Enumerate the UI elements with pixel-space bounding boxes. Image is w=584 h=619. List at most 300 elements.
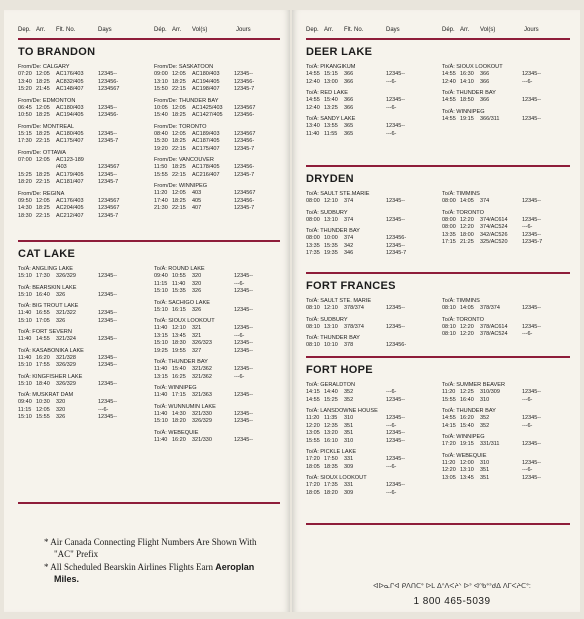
section-fort-frances [292,274,580,356]
flight-number: 309 [344,463,354,470]
departure-time: 15:10 [154,288,168,294]
days: 12345-- [98,273,117,279]
destination-label: To/À: PICKLE LAKE [306,449,357,455]
flight-row [442,305,541,313]
flight-row [306,97,405,105]
departure-time: 17:20 [306,456,320,462]
departure-time: 10:05 [154,104,168,111]
destination-group [306,209,405,225]
column-header-label: Dep. [306,27,319,33]
column-header-label: Flt. No. [344,27,364,33]
arrival-time: 22:15 [172,145,186,152]
flight-row [306,396,405,405]
flight-row [306,389,397,397]
destination-label: To/À: BIG TROUT LAKE [18,303,79,309]
section-dryden [292,167,580,272]
destination-group [18,373,117,389]
arrival-time: 14:40 [324,389,338,395]
note-aeroplan-bold: Aeroplan Miles. [54,562,255,584]
arrival-time: 14:05 [460,198,474,204]
column-header-label: Flt. No. [56,27,76,33]
days: 123456- [234,197,255,204]
flight-number: AC198/407 [192,86,220,92]
destination-group [306,408,405,445]
flight-row [442,396,533,405]
flight-row [306,422,397,431]
departure-time: 15:10 [154,306,168,313]
flight-row [154,78,255,87]
departure-time: 08:10 [442,305,456,311]
notes [44,536,274,586]
arrival-time: 12:10 [324,198,338,204]
destination-group [154,157,255,179]
flight-number: 321 [192,325,202,331]
flight-row [154,112,255,120]
departure-time: 14:15 [306,389,320,395]
destination-label: To/À: WUNNUMIN LAKE [154,403,216,410]
arrival-time: 22:15 [172,86,186,92]
departure-time: 13:15 [154,373,168,380]
destination-group [18,303,117,325]
departure-time: 15:55 [442,396,456,403]
days: 12345-- [234,273,253,279]
destination-group [18,149,120,187]
arrival-time: 12:20 [460,224,474,230]
days: 12345-- [234,347,253,354]
note-ac-prefix: * Air Canada Connecting Flight Numbers Are Shown With "AC" Prefix [44,537,257,559]
dryden-col-2 [442,191,543,251]
flight-number: 365 [344,123,354,129]
days: 12345-- [386,323,405,330]
departure-time: 11:50 [154,164,168,170]
departure-time: 13:05 [306,430,320,436]
days: ---6- [386,489,397,496]
departure-time: 15:55 [154,171,168,178]
departure-time: 08:10 [442,331,456,337]
departure-time: 15:10 [18,291,32,298]
departure-time: 11:40 [18,354,32,361]
destination-group [306,191,405,206]
right-page [292,10,580,612]
days: 123456- [386,235,407,241]
deerlake-col-1 [306,64,405,142]
departure-time: 06:45 [18,104,32,111]
flight-number: 310 [480,459,490,466]
destination-label: To/À: LANSDOWNE HOUSE [306,408,378,414]
arrival-time: 16:25 [172,373,186,380]
flight-row [18,71,117,79]
flight-number: 378/374 [344,323,364,330]
departure-time: 11:40 [18,310,32,316]
departure-time: 15:10 [154,340,168,346]
departure-time: 15:30 [154,138,168,144]
arrival-time: 15:55 [36,414,50,420]
destination-group [442,316,541,339]
arrival-time: 14:05 [460,305,474,311]
departure-time: 15:55 [306,437,320,444]
section-fort-hope [292,358,580,523]
arrival-time: 15:40 [172,366,186,372]
flight-row [18,112,119,120]
departure-time: 15:25 [18,171,32,178]
destination-group [18,266,117,281]
destination-group [154,64,255,94]
days: 12345-- [234,410,253,417]
days: 12345-- [98,317,117,324]
flight-row [306,342,407,350]
days: 12345-- [386,71,405,77]
departure-time: 15:15 [18,130,32,137]
destination-group [154,385,253,400]
arrival-time: 12:05 [36,406,50,413]
flight-row [442,216,541,225]
days: 12345-- [98,310,117,316]
departure-time: 08:00 [306,198,320,204]
departure-time: 08:00 [442,224,456,230]
section-title-deer-lake: DEER LAKE [306,46,373,58]
flight-row [306,123,405,131]
destination-group [18,329,117,344]
flight-row [442,459,541,468]
departure-time: 14:55 [442,71,456,77]
flight-row [306,71,405,79]
destination-label: To/À: ROUND LAKE [154,266,205,272]
destination-group [306,90,405,112]
flight-row [442,422,533,431]
days: 12345-- [522,97,541,103]
flight-number: 320 [192,273,202,279]
flight-row [442,71,541,79]
days: 123456- [234,138,255,144]
arrival-time: 13:00 [324,78,338,85]
flight-row [18,406,109,415]
arrival-time: 18:40 [36,380,50,387]
column-header-label: Arr. [460,27,470,33]
flight-number: 405 [192,197,202,204]
days: ---6- [522,78,533,85]
days: 12345-- [522,459,541,466]
flight-number: 378/374 [480,305,500,311]
section-title-fort-hope: FORT HOPE [306,364,373,376]
destination-group [18,284,117,300]
departure-time: 11:40 [154,436,168,443]
arrival-time: 12:05 [36,197,50,204]
flight-number: 351 [480,474,490,481]
flight-row [442,441,541,449]
flight-row [154,145,255,154]
flight-row [306,305,405,313]
departure-time: 12:20 [306,422,320,429]
column-header-label: Days [98,27,112,33]
destination-group [442,408,541,430]
arrival-time: 22:15 [36,212,50,219]
flight-row [18,317,117,326]
days: 12345-- [386,242,405,249]
days: 1234567 [98,197,120,204]
departure-time: 18:30 [18,212,32,219]
flight-row [18,156,84,165]
flight-row [154,273,253,281]
departure-time: 11:15 [18,406,32,413]
arrival-time: 16:55 [36,310,50,316]
flight-row [18,78,119,87]
destination-label: To/À: THUNDER BAY [442,90,496,96]
days: 12345-7 [98,212,119,219]
destination-group [306,475,405,497]
departure-time: 13:40 [18,78,32,85]
flight-row [306,430,405,438]
column-header-label: Arr. [36,27,46,33]
destination-label: To/À: RED LAKE [306,90,348,96]
brandon-col-2 [154,64,256,217]
arrival-time: 11:35 [324,415,338,421]
column-header-label: Vol(s) [192,27,208,33]
flight-number: 326 [192,288,202,294]
phone-number: 1 800 465-5039 [413,596,491,607]
flight-row [154,392,253,400]
arrival-time: 16:20 [172,436,186,443]
departure-time: 10:50 [18,112,32,118]
flight-row [18,164,120,172]
destination-label: To/À: SAULT STE.MARIE [306,191,370,197]
flight-row [154,280,245,289]
flight-row [154,306,253,315]
arrival-time: 12:05 [172,71,186,77]
arrival-time: 12:10 [172,325,186,331]
flight-number: 326/329 [56,362,76,368]
flight-row [18,171,117,180]
flight-number: 365 [344,130,354,137]
days: 12345-- [234,288,253,294]
destination-label: To/À: SAULT STE. MARIE [306,298,372,304]
flight-number: 310 [344,415,354,421]
flight-number: 326 [56,414,66,420]
destination-group [306,298,405,313]
destination-label: To/À: SUMMER BEAVER [442,382,505,388]
departure-time: 08:10 [306,323,320,330]
flight-number: 351 [480,467,490,473]
flight-number: AC181/407 [56,179,84,185]
departure-time: 11:20 [442,389,456,395]
days: ---6- [386,78,397,85]
arrival-time: 13:10 [324,216,338,223]
flight-row [18,197,120,206]
destination-label: To/À: TIMMINS [442,298,480,304]
departure-time: 14:55 [306,396,320,403]
flight-number: 326/323 [192,340,212,346]
departure-time: 07:20 [18,71,32,77]
arrival-time: 17:30 [36,273,50,279]
days: 12345-- [98,380,117,387]
flight-number: 351 [344,422,354,429]
flight-number: 326/329 [56,273,76,279]
flight-row [154,366,253,374]
flight-row [18,130,117,139]
days: 12345-- [522,198,541,204]
days: 12345-- [386,437,405,444]
days: 12345-- [234,366,253,372]
arrival-time: 17:55 [36,362,50,368]
arrival-time: 15:40 [324,97,338,103]
days: 1234567 [98,164,120,170]
days: 12345-- [234,392,253,398]
flight-row [154,190,256,198]
arrival-time: 16:30 [460,71,474,77]
section-title-fort-frances: FORT FRANCES [306,280,396,292]
departure-time: 15:10 [18,380,32,387]
arrival-time: 18:20 [172,418,186,424]
flight-row [154,325,253,333]
flight-number: 342/AC526 [480,231,508,238]
days: 12345-- [234,325,253,331]
flight-number: 351 [344,430,354,436]
flight-number: 326/329 [192,418,212,424]
destination-label: To/À: FORT SEVERN [18,329,72,335]
arrival-time: 19:15 [460,115,474,122]
departure-time: 15:10 [18,317,32,324]
days: 12345-- [234,418,253,424]
note-aeroplan [44,561,274,585]
days: 12345-- [386,305,405,311]
departure-time: 09:40 [18,399,32,405]
arrival-time: 18:25 [172,112,186,118]
departure-time: 09:00 [154,71,168,77]
flight-number: 374/AC614 [480,216,508,223]
arrival-time: 12:20 [460,323,474,330]
departure-time: 13:40 [306,123,320,129]
flight-row [442,389,541,397]
flight-number: 374 [344,216,354,223]
arrival-time: 11:40 [172,280,186,287]
departure-time: 11:40 [154,325,168,331]
flight-number: AC187/405 [192,138,220,144]
destination-group [154,318,253,355]
flight-row [154,436,253,445]
departure-time: 08:00 [306,216,320,223]
flight-number: 366 [480,78,490,85]
days: 12345-- [234,340,253,346]
arrival-time: 15:15 [324,71,338,77]
arrival-time: 22:15 [172,205,186,211]
flight-number: AC180/403 [192,71,220,77]
arrival-time: 18:20 [324,489,338,496]
destination-label: To/À: SUDBURY [306,316,348,323]
brandon-col-1 [18,64,120,224]
departure-time: 14:55 [442,415,456,421]
destination-group [306,335,407,350]
days: 123456- [98,78,119,85]
arrival-time: 17:15 [172,392,186,398]
arrival-time: 12:10 [324,305,338,311]
destination-group [18,392,117,422]
flight-row [154,86,255,94]
destination-group [306,228,407,258]
arrival-time: 22:15 [36,179,50,185]
flight-row [154,171,255,180]
arrival-time: 22:15 [172,171,186,178]
arrival-time: 18:25 [172,78,186,85]
flight-number: AC180/403 [56,104,84,111]
arrival-time: 10:55 [172,273,186,279]
destination-group [154,183,256,213]
departure-time: 08:10 [442,323,456,330]
column-header-label: Arr. [324,27,334,33]
arrival-time: 15:35 [172,288,186,294]
departure-time: 18:20 [18,179,32,185]
flight-row [154,410,253,419]
flight-number: AC175/407 [56,138,84,144]
section-title-cat-lake: CAT LAKE [18,248,76,260]
departure-time: 11:20 [154,190,168,196]
departure-time: 11:40 [154,366,168,372]
destination-group [154,123,256,154]
destination-label: To/À: WINNIPEG [442,434,485,440]
flight-number: 326/329 [56,380,76,387]
flight-row [306,456,405,464]
departure-time: 17:20 [306,482,320,488]
flight-number: 326 [56,317,66,324]
flight-number: 352 [480,415,490,421]
flight-number: AC180/405 [56,130,84,137]
departure-time: 11:15 [154,280,168,287]
days: 12345-- [386,430,405,436]
departure-time: 11:20 [306,415,320,421]
column-header-label: Vol(s) [480,27,496,33]
departure-time: 11:40 [154,410,168,417]
departure-time: 09:40 [154,273,168,279]
departure-time: 17:20 [442,441,456,447]
departure-time: 15:10 [18,273,32,279]
flight-number: 320 [56,399,66,405]
arrival-time: 14:10 [460,78,474,85]
departure-time: 11:40 [154,392,168,398]
departure-time: 14:55 [442,97,456,103]
days: 12345-- [522,115,541,122]
departure-time: 21:30 [154,205,168,211]
arrival-time: 13:20 [324,430,338,436]
departure-time: 14:55 [442,115,456,122]
days: 12345-- [522,474,541,481]
destination-group [18,347,117,370]
days: 12345-7 [234,145,255,152]
arrival-time: 11:55 [324,130,338,137]
departure-time: 18:05 [306,463,320,470]
flight-number: 352 [344,396,354,403]
days: 12345-- [386,123,405,129]
column-header-label: Arr. [172,27,182,33]
dryden-col-1 [306,191,407,262]
flight-number: 366 [344,104,354,111]
arrival-time: 13:10 [460,467,474,473]
departure-time: 08:10 [306,305,320,311]
days: 12345-- [98,171,117,178]
flight-row [154,347,253,356]
destination-label: To/À: THUNDER BAY [154,359,208,365]
flight-number: 403 [192,190,202,196]
days: 12345-- [522,389,541,395]
days: ---6- [522,331,533,337]
destination-label: To/À: SACHIGO LAKE [154,299,210,306]
arrival-time: 16:40 [460,396,474,403]
departure-time: 13:35 [306,242,320,249]
arrival-time: 13:10 [324,323,338,330]
departure-time: 17:15 [442,239,456,245]
destination-label: To/À: THUNDER BAY [442,408,496,414]
arrival-time: 22:15 [36,138,50,144]
destination-group [306,449,405,471]
days: 12345-- [522,231,541,238]
flight-number: 321/324 [56,336,76,342]
